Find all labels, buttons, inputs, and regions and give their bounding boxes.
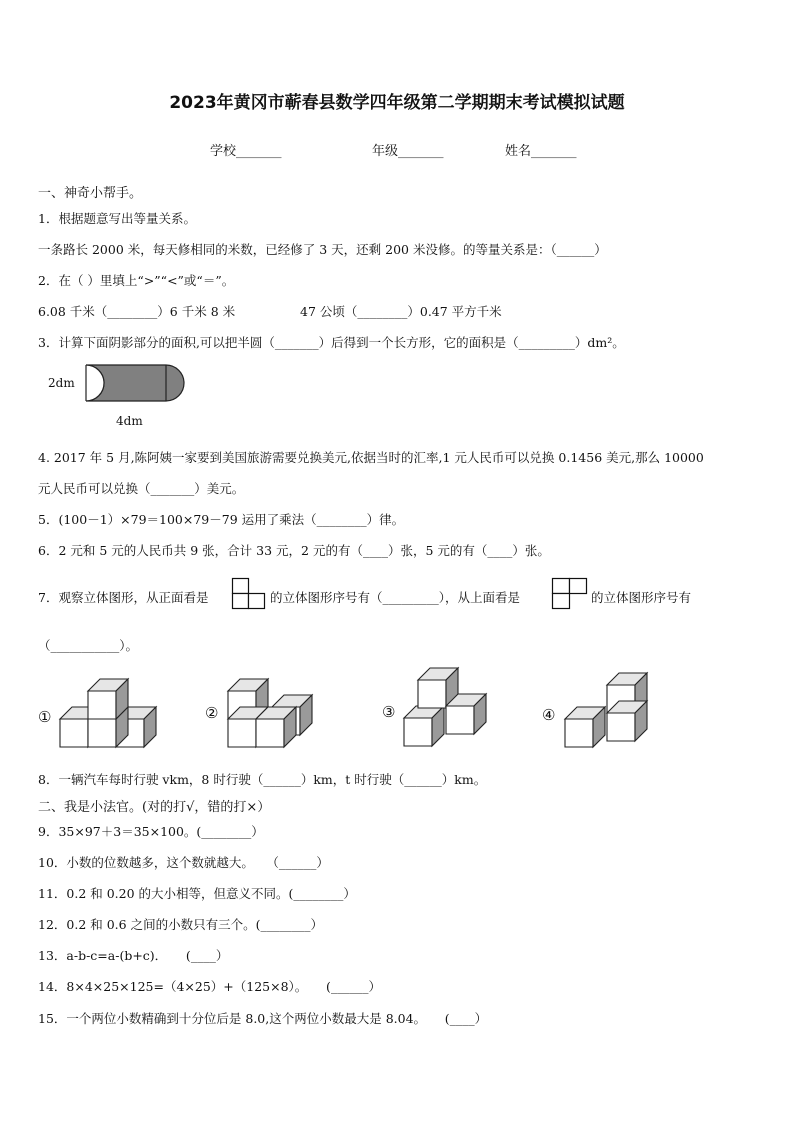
question-11: 11．0.2 和 0.20 的大小相等，但意义不同。(________） xyxy=(38,886,356,901)
figure-label-3: ③ xyxy=(382,703,396,721)
cube-figure-3 xyxy=(404,668,486,746)
question-2-head: 2．在（ ）里填上“>”“<”或“＝”。 xyxy=(38,273,235,288)
figure-label-1: ① xyxy=(38,708,52,726)
question-13: 13．a-b-c=a-(b+c)． (____） xyxy=(38,948,229,963)
question-7-part-1: 7．观察立体图形，从正面看是 xyxy=(38,590,209,605)
question-7-part-2: 的立体图形序号有（_________），从上面看是 xyxy=(270,590,521,605)
height-label: 2dm xyxy=(48,376,75,390)
question-7-part-3: 的立体图形序号有 xyxy=(591,590,692,605)
question-7-line-2: （___________）。 xyxy=(38,638,139,653)
cube-figure-1 xyxy=(60,679,156,747)
question-12: 12．0.2 和 0.6 之间的小数只有三个。(________） xyxy=(38,917,323,932)
top-view-shape xyxy=(552,578,588,610)
question-2-a: 6.08 千米（________）6 千米 8 米 xyxy=(38,304,236,319)
question-4-line-1: 4. 2017 年 5 月,陈阿姨一家要到美国旅游需要兑换美元,依据当时的汇率,1 元人民币可以兑换 0.1456 美元,那么 10000 xyxy=(38,450,704,465)
section-2-heading: 二、我是小法官。(对的打√，错的打×） xyxy=(38,800,271,815)
width-label: 4dm xyxy=(116,414,143,428)
cube-figures xyxy=(0,660,794,760)
question-8: 8．一辆汽车每时行驶 vkm，8 时行驶（______）km，t 时行驶（______）km。 xyxy=(38,772,487,787)
question-6: 6．2 元和 5 元的人民币共 9 张，合计 33 元，2 元的有（____）张，5 元的有（____）张。 xyxy=(38,543,550,558)
cube-figure-4 xyxy=(565,673,647,747)
question-5: 5．(100－1）×79＝100×79－79 运用了乘法（________）律。 xyxy=(38,512,405,527)
name-field: 姓名_______ xyxy=(505,144,577,159)
question-1-head: 1．根据题意写出等量关系。 xyxy=(38,211,196,226)
figure-label-2: ② xyxy=(205,704,219,722)
question-1-body: 一条路长 2000 米，每天修相同的米数，已经修了 3 天，还剩 200 米没修。的等量关系是：（______） xyxy=(38,242,607,257)
school-field: 学校_______ xyxy=(210,144,282,159)
shaded-area-figure xyxy=(86,365,186,405)
page-title: 2023年黄冈市蕲春县数学四年级第二学期期末考试模拟试题 xyxy=(169,93,625,113)
question-9: 9．35×97＋3＝35×100。(________） xyxy=(38,824,264,839)
question-14: 14．8×4×25×125=（4×25）+（125×8）。 (______） xyxy=(38,979,381,994)
question-10: 10．小数的位数越多，这个数就越大。 （______） xyxy=(38,855,329,870)
question-3-text: 3．计算下面阴影部分的面积,可以把半圆（_______）后得到一个长方形，它的面积是（_________）dm²。 xyxy=(38,335,625,350)
figure-label-4: ④ xyxy=(542,706,556,724)
question-15: 15．一个两位小数精确到十分位后是 8.0,这个两位小数最大是 8.04。 (____） xyxy=(38,1011,488,1026)
front-view-shape xyxy=(232,578,266,610)
question-4-line-2: 元人民币可以兑换（_______）美元。 xyxy=(38,481,245,496)
cube-figure-2 xyxy=(228,679,312,747)
section-1-heading: 一、神奇小帮手。 xyxy=(38,186,143,201)
grade-field: 年级_______ xyxy=(372,144,444,159)
question-2-b: 47 公顷（________）0.47 平方千米 xyxy=(300,304,502,319)
